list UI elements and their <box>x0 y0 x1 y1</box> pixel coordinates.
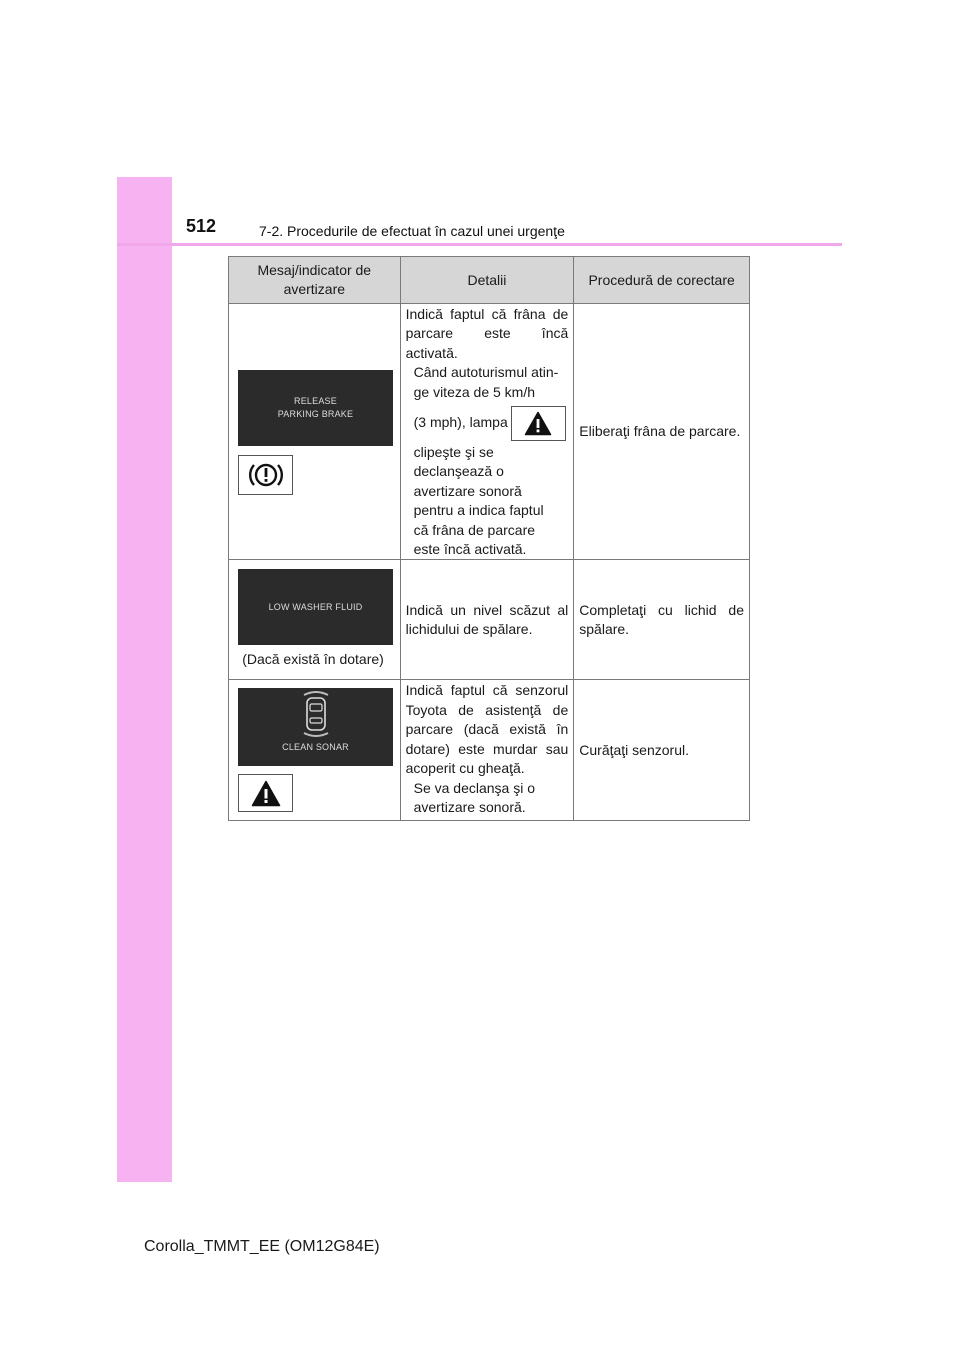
display-screen <box>238 569 393 645</box>
screen-message-line: LOW WASHER FLUID <box>268 601 363 612</box>
correction-text: Curăţaţi senzorul. <box>579 741 689 758</box>
details-text: Când autoturismul atin-ge viteza de 5 km/h <box>413 364 559 400</box>
header-rule <box>117 243 842 246</box>
column-header: Detalii <box>400 257 574 304</box>
table-header-row <box>229 257 750 304</box>
correction-text: Completaţi cu lichid de spălare. <box>579 601 744 637</box>
details-text: Indică un nivel scăzut al lichidului de spălare. <box>405 601 569 637</box>
column-header: Procedură de corectare <box>574 257 750 304</box>
correction-cell <box>574 680 750 821</box>
details-cell <box>400 560 574 680</box>
warning-indicator-cell <box>229 304 401 560</box>
section-title: 7-2. Procedurile de efectuat în cazul unei urgenţe <box>259 223 565 239</box>
details-cell <box>400 680 574 821</box>
side-tab-band <box>117 177 172 1182</box>
master-warning-icon <box>511 406 566 441</box>
footer-model-code: Corolla_TMMT_EE (OM12G84E) <box>144 1238 380 1255</box>
sonar-sensors-car-icon <box>296 689 336 739</box>
warning-indicator-cell <box>229 680 401 821</box>
warning-indicator-cell <box>229 560 401 680</box>
optional-note: (Dacă există în dotare) <box>242 651 384 668</box>
table-row <box>229 680 750 821</box>
display-screen <box>238 688 393 766</box>
page-number: 512 <box>186 216 217 236</box>
details-line <box>401 406 574 441</box>
parking-brake-warning-icon <box>238 455 293 495</box>
screen-message-line: PARKING BRAKE <box>277 409 354 419</box>
table-row <box>229 560 750 680</box>
screen-message-line: RELEASE <box>294 396 337 406</box>
details-cell <box>400 304 574 560</box>
details-intro: Indică faptul că frâna de parcare este încă activată. <box>405 306 569 361</box>
warning-table <box>228 256 750 821</box>
correction-cell <box>574 304 750 560</box>
correction-cell <box>574 560 750 680</box>
screen-message-line: CLEAN SONAR <box>282 742 349 753</box>
details-text: Se va declanşa şi o avertizare sonoră. <box>413 779 536 815</box>
table-row <box>229 304 750 560</box>
details-text: clipeşte şi se declanşează o avertizare sonoră pentru a indica faptul că frâna de parcare este încă activată. <box>413 444 544 558</box>
details-intro: Indică faptul că senzorul Toyota de asistenţă de parcare (dacă există în dotare) este murdar sau acoperit cu gheaţă. <box>405 682 569 777</box>
details-text: (3 mph), lampa <box>413 414 508 431</box>
column-header: Mesaj/indicator de avertizare <box>229 257 401 304</box>
master-warning-icon <box>238 774 293 812</box>
correction-text: Eliberaţi frâna de parcare. <box>579 423 741 440</box>
display-screen <box>238 370 393 446</box>
